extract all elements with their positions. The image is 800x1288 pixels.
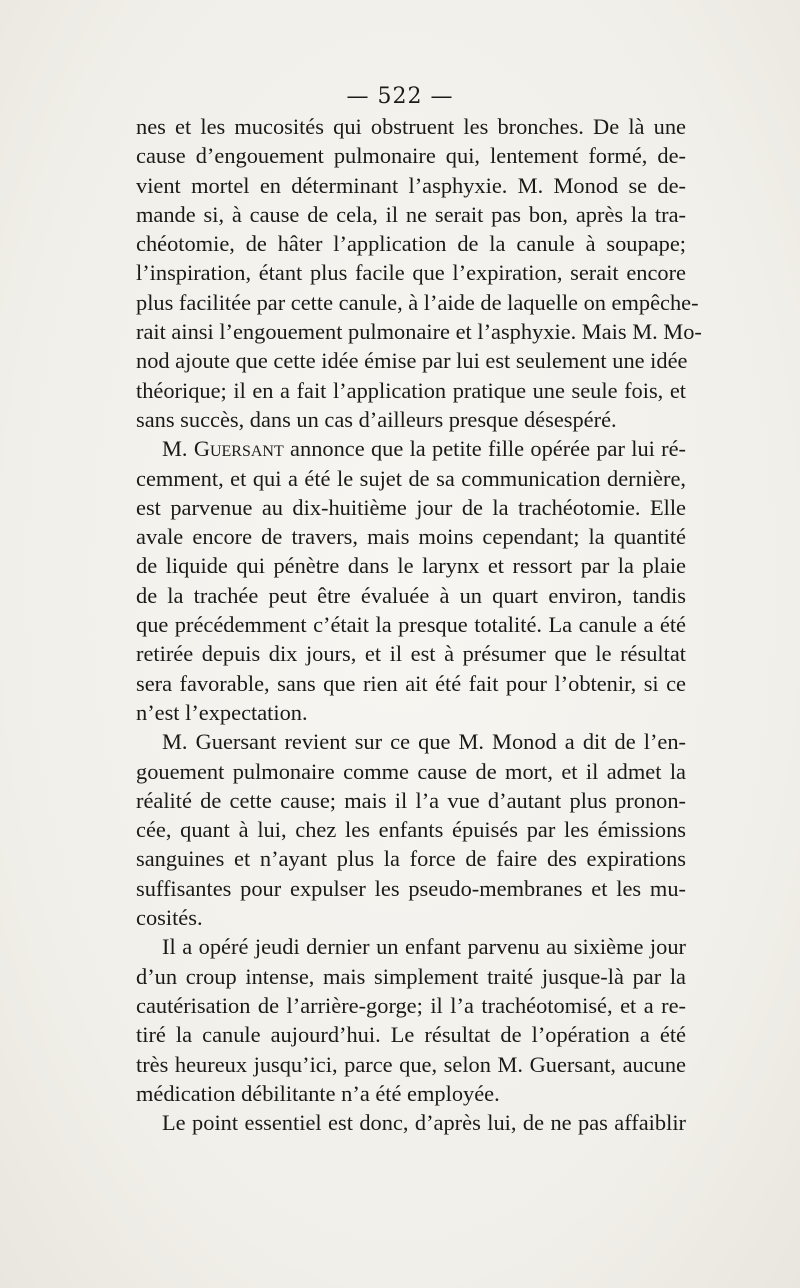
text-line: de la trachée peut être évaluée à un quart environ, tandis [136, 582, 686, 608]
text-line: Le point essentiel est donc, d’après lui, de ne pas affaiblir [162, 1110, 686, 1136]
text-line: mande si, à cause de cela, il ne serait pas bon, après la tra- [136, 201, 686, 227]
text-line: avale encore de travers, mais moins cependant; la quantité [136, 524, 686, 550]
body-text [136, 112, 702, 1137]
text-line: médication débilitante n’a été employée. [136, 1080, 500, 1106]
text-line: n’est l’expectation. [136, 699, 308, 725]
text-line: cée, quant à lui, chez les enfants épuisés par les émissions [136, 817, 686, 843]
text-line: sans succès, dans un cas d’ailleurs presque désespéré. [136, 406, 617, 432]
text-line: gouement pulmonaire comme cause de mort, et il admet la [136, 758, 686, 784]
text-line: très heureux jusqu’ici, parce que, selon M. Guersant, aucune [136, 1051, 686, 1077]
text-line: de liquide qui pénètre dans le larynx et ressort par la plaie [136, 553, 686, 579]
text-line: sanguines et n’ayant plus la force de faire des expirations [136, 846, 686, 872]
text-line: rait ainsi l’engouement pulmonaire et l’asphyxie. Mais M. Mo- [136, 319, 702, 345]
text-line: sera favorable, sans que rien ait été fait pour l’obtenir, si ce [136, 670, 686, 696]
text-line: nod ajoute que cette idée émise par lui est seulement une idée [136, 348, 688, 374]
text-line: nes et les mucosités qui obstruent les bronches. De là une [136, 114, 686, 139]
text-line: d’un croup intense, mais simplement traité jusque-là par la [136, 963, 686, 989]
text-line: cause d’engouement pulmonaire qui, lentement formé, de- [136, 143, 686, 169]
text-line: chéotomie, de hâter l’application de la canule à soupape; [136, 231, 686, 257]
text-line: vient mortel en déterminant l’asphyxie. M. Monod se de- [136, 172, 686, 198]
text-line: plus facilitée par cette canule, à l’aide de laquelle on empêche- [136, 289, 699, 315]
name-small-caps: Guersant [193, 436, 284, 462]
text-line: suffisantes pour expulser les pseudo-membranes et les mu- [136, 875, 686, 901]
text-line: est parvenue au dix-huitième jour de la trachéotomie. Elle [136, 494, 686, 520]
text-line: retirée depuis dix jours, et il est à présumer que le résultat [136, 641, 686, 667]
page-number: — 522 — [346, 84, 454, 109]
text-line: l’inspiration, étant plus facile que l’expiration, serait encore [136, 260, 686, 286]
text-line: théorique; il en a fait l’application pratique une seule fois, et [136, 377, 686, 403]
text-line: tiré la canule aujourd’hui. Le résultat de l’opération a été [136, 1022, 686, 1048]
text-line: M. Guersant annonce que la petite fille opérée par lui ré- [162, 436, 686, 462]
text-line: cemment, et qui a été le sujet de sa communication dernière, [136, 465, 686, 491]
text-line: que précédemment c’était la presque totalité. La canule a été [136, 612, 686, 638]
text-line: cosités. [136, 905, 203, 931]
text-line: Il a opéré jeudi dernier un enfant parvenu au sixième jour [162, 934, 686, 960]
text-line: M. Guersant revient sur ce que M. Monod a dit de l’en- [162, 729, 686, 755]
text-line: réalité de cette cause; mais il l’a vue d’autant plus pronon- [136, 787, 686, 813]
text-line: cautérisation de l’arrière-gorge; il l’a trachéotomisé, et a re- [136, 992, 686, 1018]
